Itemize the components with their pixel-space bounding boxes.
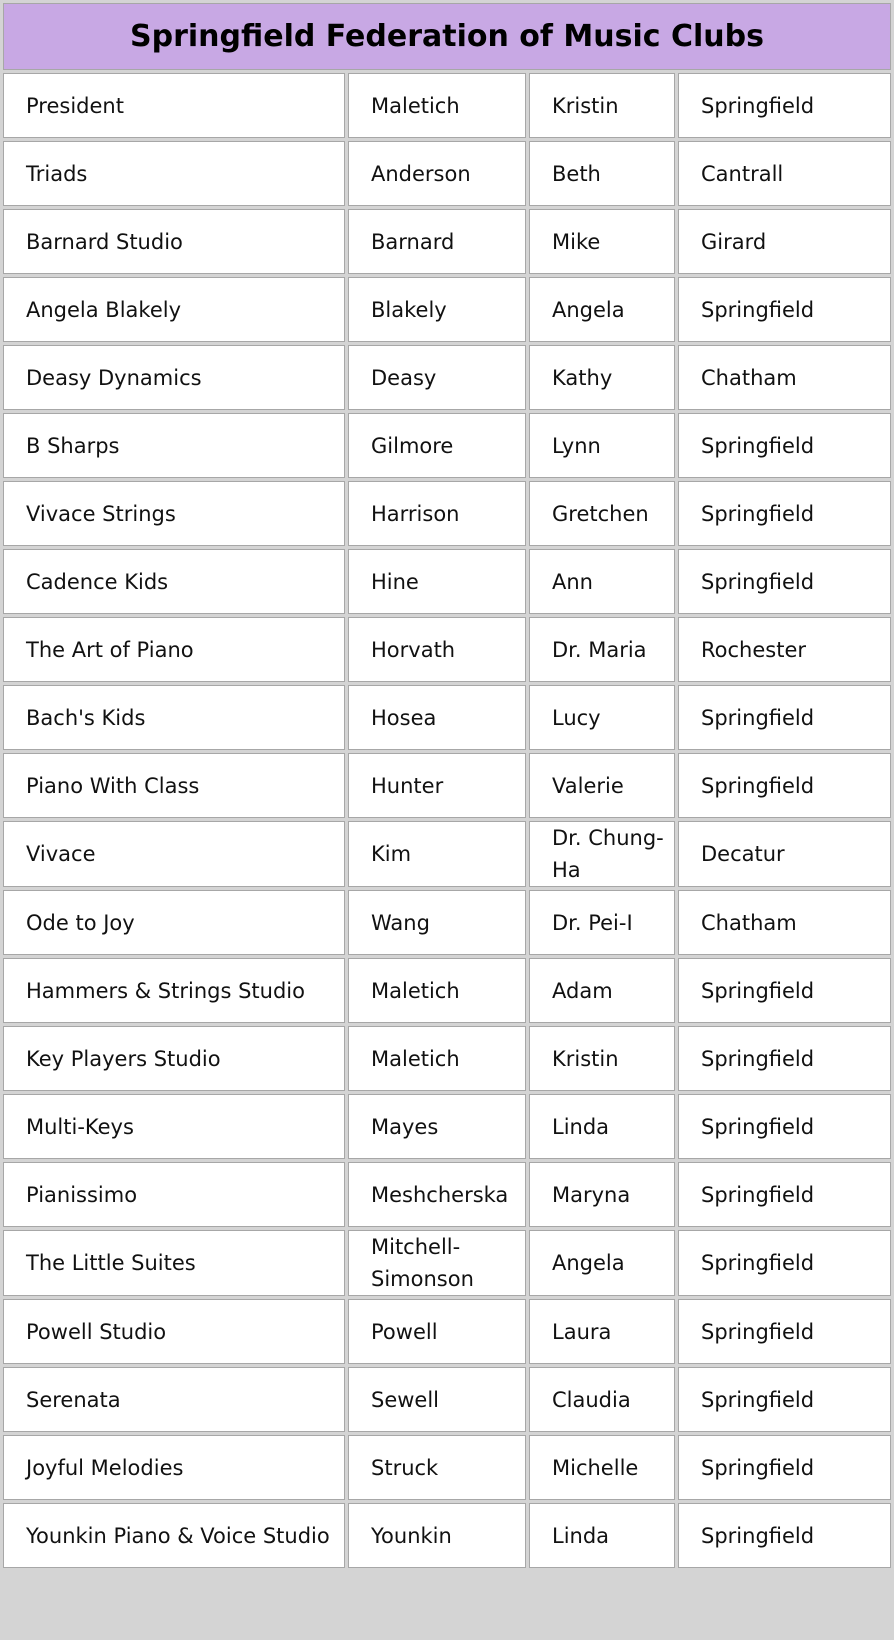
city-cell[interactable]: Springfield [678,73,891,138]
last-name-cell[interactable]: Hunter [348,753,526,818]
city-cell[interactable]: Chatham [678,890,891,955]
last-name-cell[interactable]: Blakely [348,277,526,342]
first-name-cell[interactable]: Adam [529,958,675,1023]
table-row [3,413,891,478]
city-cell[interactable]: Girard [678,209,891,274]
club-name-cell[interactable]: Piano With Class [3,753,345,818]
city-cell[interactable]: Springfield [678,1026,891,1091]
last-name-cell[interactable]: Meshcherska [348,1162,526,1227]
first-name-cell[interactable]: Angela [529,277,675,342]
last-name-cell[interactable]: Sewell [348,1367,526,1432]
first-name-cell[interactable]: Kristin [529,73,675,138]
last-name-cell[interactable]: Kim [348,821,526,887]
club-name-cell[interactable]: Powell Studio [3,1299,345,1364]
club-name-cell[interactable]: The Little Suites [3,1230,345,1296]
club-name-cell[interactable]: Hammers & Strings Studio [3,958,345,1023]
last-name-cell[interactable]: Maletich [348,1026,526,1091]
city-cell[interactable]: Springfield [678,1094,891,1159]
club-name-cell[interactable]: President [3,73,345,138]
table-row [3,1503,891,1568]
table-row [3,1299,891,1364]
first-name-cell[interactable]: Claudia [529,1367,675,1432]
city-cell[interactable]: Springfield [678,277,891,342]
city-cell[interactable]: Springfield [678,1230,891,1296]
last-name-cell[interactable]: Hosea [348,685,526,750]
last-name-cell[interactable]: Deasy [348,345,526,410]
first-name-cell[interactable]: Dr. Maria [529,617,675,682]
title-row [3,3,891,70]
table-row [3,1367,891,1432]
table-row [3,821,891,887]
table-row [3,890,891,955]
table-row [3,549,891,614]
first-name-cell[interactable]: Angela [529,1230,675,1296]
city-cell[interactable]: Springfield [678,481,891,546]
last-name-cell[interactable]: Mitchell-Simonson [348,1230,526,1296]
club-name-cell[interactable]: Multi-Keys [3,1094,345,1159]
city-cell[interactable]: Springfield [678,1367,891,1432]
table-row [3,1230,891,1296]
city-cell[interactable]: Decatur [678,821,891,887]
first-name-cell[interactable]: Valerie [529,753,675,818]
city-cell[interactable]: Springfield [678,1299,891,1364]
last-name-cell[interactable]: Wang [348,890,526,955]
club-name-cell[interactable]: Pianissimo [3,1162,345,1227]
club-name-cell[interactable]: Vivace [3,821,345,887]
table-row [3,753,891,818]
table-row [3,685,891,750]
last-name-cell[interactable]: Powell [348,1299,526,1364]
club-name-cell[interactable]: Barnard Studio [3,209,345,274]
first-name-cell[interactable]: Dr. Pei-I [529,890,675,955]
city-cell[interactable]: Springfield [678,413,891,478]
first-name-cell[interactable]: Lucy [529,685,675,750]
table-row [3,73,891,138]
last-name-cell[interactable]: Younkin [348,1503,526,1568]
last-name-cell[interactable]: Maletich [348,958,526,1023]
last-name-cell[interactable]: Maletich [348,73,526,138]
last-name-cell[interactable]: Struck [348,1435,526,1500]
table-row [3,345,891,410]
city-cell[interactable]: Cantrall [678,141,891,206]
club-name-cell[interactable]: Serenata [3,1367,345,1432]
first-name-cell[interactable]: Ann [529,549,675,614]
first-name-cell[interactable]: Kristin [529,1026,675,1091]
club-name-cell[interactable]: Key Players Studio [3,1026,345,1091]
club-name-cell[interactable]: B Sharps [3,413,345,478]
table-row [3,141,891,206]
table-title: Springfield Federation of Music Clubs [3,3,891,70]
table-body [3,73,891,1568]
club-name-cell[interactable]: Ode to Joy [3,890,345,955]
table-row [3,958,891,1023]
city-cell[interactable]: Springfield [678,1435,891,1500]
table-row [3,209,891,274]
first-name-cell[interactable]: Dr. Chung-Ha [529,821,675,887]
club-name-cell[interactable]: Joyful Melodies [3,1435,345,1500]
city-cell[interactable]: Springfield [678,753,891,818]
last-name-cell[interactable]: Mayes [348,1094,526,1159]
table-row [3,617,891,682]
club-name-cell[interactable]: Cadence Kids [3,549,345,614]
city-cell[interactable]: Springfield [678,958,891,1023]
first-name-cell[interactable]: Kathy [529,345,675,410]
city-cell[interactable]: Springfield [678,685,891,750]
city-cell[interactable]: Chatham [678,345,891,410]
club-name-cell[interactable]: Bach's Kids [3,685,345,750]
table-row [3,277,891,342]
table-row [3,1162,891,1227]
city-cell[interactable]: Rochester [678,617,891,682]
first-name-cell[interactable]: Lynn [529,413,675,478]
last-name-cell[interactable]: Anderson [348,141,526,206]
first-name-cell[interactable]: Beth [529,141,675,206]
last-name-cell[interactable]: Barnard [348,209,526,274]
first-name-cell[interactable]: Michelle [529,1435,675,1500]
city-cell[interactable]: Springfield [678,549,891,614]
first-name-cell[interactable]: Linda [529,1503,675,1568]
first-name-cell[interactable]: Maryna [529,1162,675,1227]
first-name-cell[interactable]: Mike [529,209,675,274]
last-name-cell[interactable]: Gilmore [348,413,526,478]
last-name-cell[interactable]: Horvath [348,617,526,682]
club-name-cell[interactable]: Vivace Strings [3,481,345,546]
club-name-cell[interactable]: Triads [3,141,345,206]
table-row [3,1435,891,1500]
table-row [3,481,891,546]
table-row [3,1094,891,1159]
club-name-cell[interactable]: The Art of Piano [3,617,345,682]
club-name-cell[interactable]: Younkin Piano & Voice Studio [3,1503,345,1568]
first-name-cell[interactable]: Gretchen [529,481,675,546]
last-name-cell[interactable]: Harrison [348,481,526,546]
last-name-cell[interactable]: Hine [348,549,526,614]
first-name-cell[interactable]: Linda [529,1094,675,1159]
club-name-cell[interactable]: Deasy Dynamics [3,345,345,410]
club-name-cell[interactable]: Angela Blakely [3,277,345,342]
first-name-cell[interactable]: Laura [529,1299,675,1364]
table-row [3,1026,891,1091]
city-cell[interactable]: Springfield [678,1162,891,1227]
city-cell[interactable]: Springfield [678,1503,891,1568]
